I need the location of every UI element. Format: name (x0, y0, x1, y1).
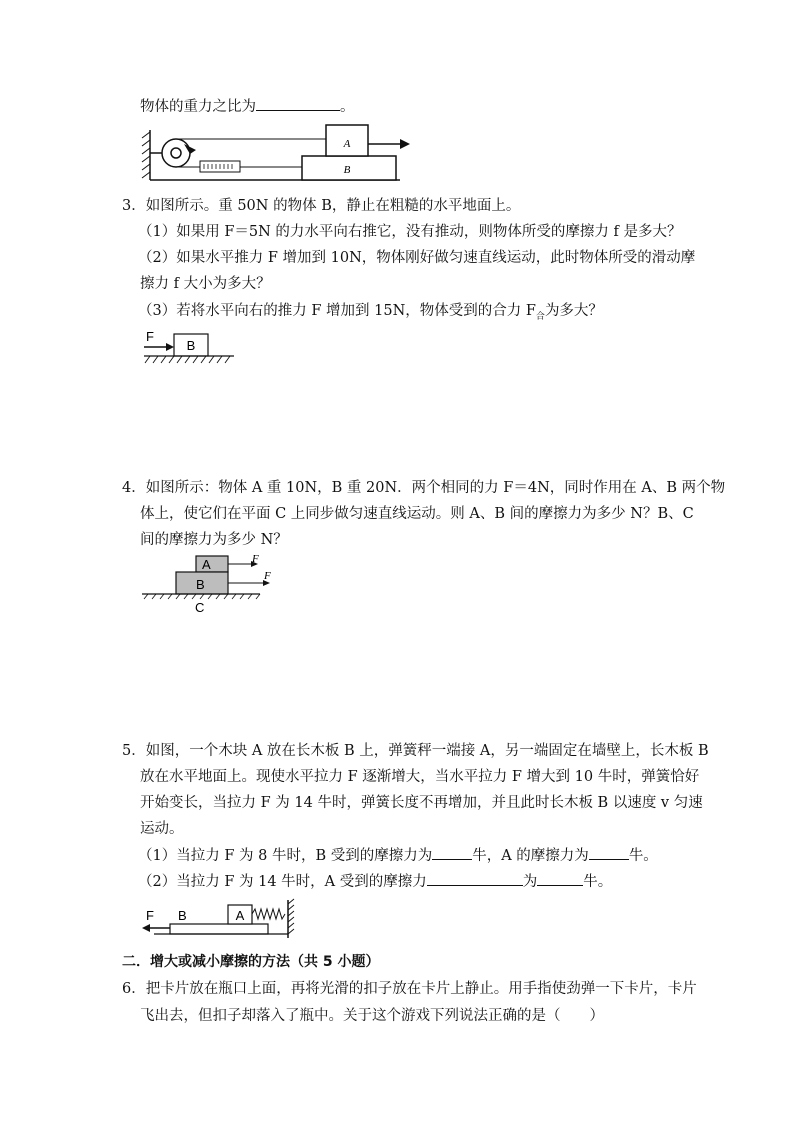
text: 为多大？ (544, 303, 603, 319)
force-label: F (146, 329, 154, 344)
text: （1）当拉力 F 为 8 牛时，B 受到的摩擦力为 (138, 848, 433, 864)
force-label-a: F (252, 553, 259, 565)
answer-blank[interactable] (589, 845, 629, 860)
force-label: F (146, 908, 154, 923)
subscript: 合 (535, 311, 545, 322)
question-6-line-2: 飞出去，但扣子却落入了瓶中。关于这个游戏下列说法正确的是（ ） (140, 1008, 604, 1024)
block-label-a: A (343, 138, 351, 150)
block-label: B (186, 338, 196, 353)
question-4-line-3: 间的摩擦力为多少 N？ (140, 532, 288, 548)
answer-blank[interactable] (432, 845, 472, 860)
figure-push-block (140, 326, 240, 370)
text: 牛。 (583, 874, 613, 890)
answer-blank[interactable] (427, 871, 523, 886)
block-label-b: B (343, 164, 351, 176)
text: （3）若将水平向右的推力 F 增加到 15N，物体受到的合力 F (138, 303, 536, 319)
question-5-line-4: 运动。 (140, 821, 184, 837)
question-3-part-3 (138, 301, 603, 327)
question-3-stem: 3．如图所示。重 50N 的物体 B，静止在粗糙的水平地面上。 (122, 198, 521, 214)
question-4-line-2: 体上，使它们在平面 C 上同步做匀速直线运动。则 A、B 间的摩擦力为多少 N？B、C (140, 506, 694, 522)
answer-blank[interactable] (256, 96, 340, 111)
answer-line-top (140, 96, 355, 117)
question-3-part-1: （1）如果用 F＝5N 的力水平向右推它，没有推动，则物体所受的摩擦力 f 是多大？ (138, 224, 682, 240)
text: 牛。 (628, 848, 658, 864)
force-label-b: F (264, 570, 271, 582)
question-5-line-3: 开始变长，当拉力 F 为 14 牛时，弹簧长度不再增加，并且此时长木板 B 以速度 v 匀速 (140, 795, 703, 811)
section-heading: 二．增大或减小摩擦的方法（共 5 小题） (122, 954, 380, 970)
answer-blank[interactable] (537, 871, 583, 886)
question-5-part-1 (138, 845, 658, 866)
block-label-b: B (196, 577, 205, 592)
figure-pulley-blocks (140, 122, 420, 184)
question-5-line-1: 5．如图，一个木块 A 放在长木板 B 上，弹簧秤一端接 A，另一端固定在墙壁上，长木板 B (122, 743, 709, 759)
board-label-b: B (178, 908, 187, 923)
block-label-a: A (202, 557, 211, 572)
text: 。 (340, 99, 355, 115)
question-3-part-2-cont: 擦力 f 大小为多大？ (140, 276, 271, 292)
text: 牛，A 的摩擦力为 (472, 848, 589, 864)
text: 物体的重力之比为 (140, 99, 256, 115)
question-3-part-2: （2）如果水平推力 F 增加到 10N，物体刚好做匀速直线运动，此时物体所受的滑动摩 (138, 250, 696, 266)
text: 为 (522, 874, 538, 890)
question-4-line-1: 4．如图所示：物体 A 重 10N，B 重 20N．两个相同的力 F＝4N，同时作用在 A、B 两个物 (122, 480, 726, 496)
text: （2）当拉力 F 为 14 牛时，A 受到的摩擦力 (138, 874, 427, 890)
question-5-line-2: 放在水平地面上。现使水平拉力 F 逐渐增大，当水平拉力 F 增大到 10 牛时，弹簧恰好 (140, 769, 700, 785)
surface-label-c: C (195, 600, 205, 615)
block-label-a: A (235, 908, 245, 923)
question-6-line-1: 6．把卡片放在瓶口上面，再将光滑的扣子放在卡片上静止。用手指使劲弹一下卡片，卡片 (122, 981, 697, 997)
figure-stacked-blocks (140, 552, 270, 616)
question-5-part-2 (138, 871, 612, 892)
figure-spring-board (140, 896, 310, 944)
